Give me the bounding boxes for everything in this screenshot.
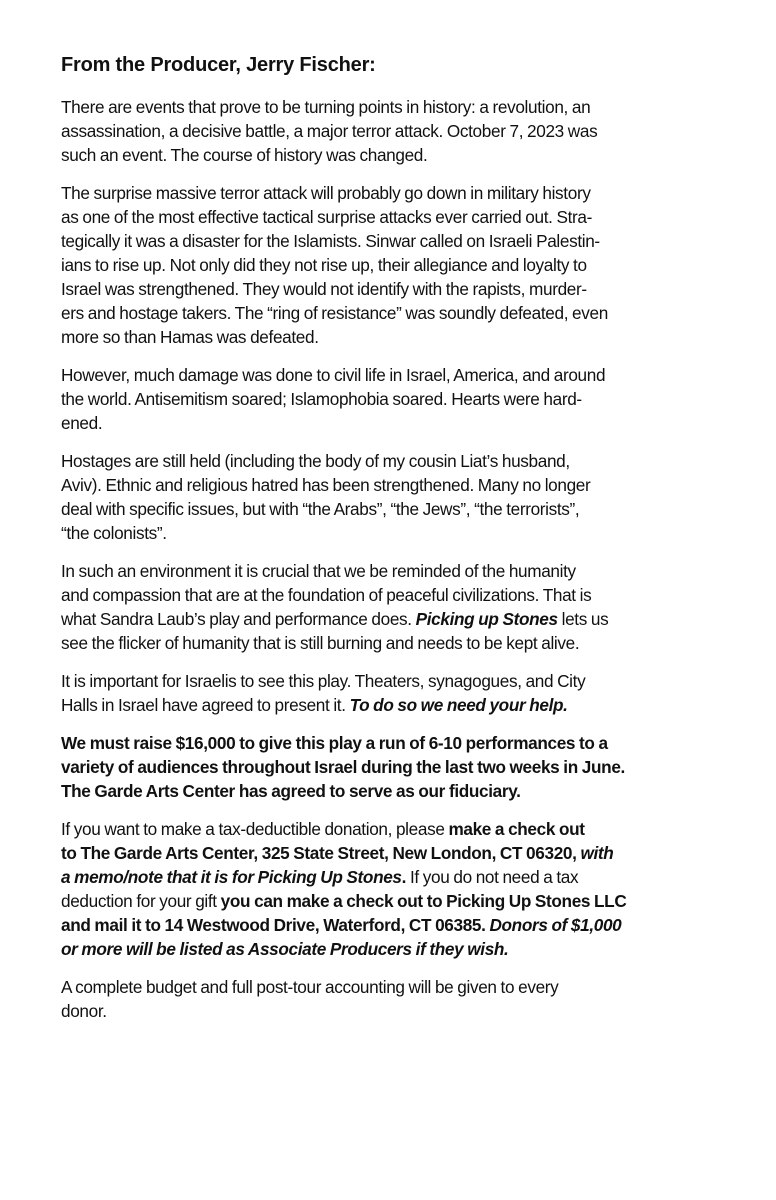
text-line: [61, 411, 731, 435]
emphasized-text-run: We must raise $16,000 to give this play a run of 6-10 performances to a: [61, 733, 608, 753]
text-run: In such an environment it is crucial that we be reminded of the humanity: [61, 561, 576, 581]
text-run: tegically it was a disaster for the Islamists. Sinwar called on Israeli Palestin-: [61, 231, 600, 251]
paragraph: [61, 669, 731, 717]
emphasized-text-run: The Garde Arts Center has agreed to serve as our fiduciary.: [61, 781, 521, 801]
text-line: [61, 631, 731, 655]
text-line: [61, 473, 731, 497]
text-line: [61, 387, 731, 411]
text-line: [61, 779, 731, 803]
text-line: [61, 559, 731, 583]
text-line: [61, 913, 731, 937]
paragraph: [61, 449, 731, 545]
text-run: Hostages are still held (including the body of my cousin Liat’s husband,: [61, 451, 570, 471]
paragraph: [61, 181, 731, 349]
text-line: [61, 277, 731, 301]
text-line: [61, 229, 731, 253]
text-run: what Sandra Laub’s play and performance does.: [61, 609, 416, 629]
text-run: Aviv). Ethnic and religious hatred has been strengthened. Many no longer: [61, 475, 591, 495]
paragraph: [61, 559, 731, 655]
text-run: There are events that prove to be turning points in history: a revolution, an: [61, 97, 591, 117]
text-line: [61, 865, 731, 889]
paragraph: [61, 817, 731, 961]
text-run: ened.: [61, 413, 103, 433]
text-line: [61, 999, 731, 1023]
emphasized-text-run: with: [580, 843, 614, 863]
text-run: A complete budget and full post-tour accounting will be given to every: [61, 977, 559, 997]
text-run: as one of the most effective tactical surprise attacks ever carried out. Stra-: [61, 207, 592, 227]
emphasized-text-run: To do so we need your help.: [349, 695, 568, 715]
text-run: lets us: [557, 609, 609, 629]
emphasized-text-run: make a check out: [448, 819, 585, 839]
text-line: [61, 583, 731, 607]
text-line: [61, 607, 731, 631]
text-run: ers and hostage takers. The “ring of resistance” was soundly defeated, even: [61, 303, 608, 323]
emphasized-text-run: you can make a check out to Picking Up Stones LLC: [220, 891, 627, 911]
text-line: [61, 95, 731, 119]
paragraph: [61, 731, 731, 803]
text-run: Israel was strengthened. They would not identify with the rapists, murder-: [61, 279, 587, 299]
text-line: [61, 841, 731, 865]
text-line: [61, 325, 731, 349]
text-run: such an event. The course of history was changed.: [61, 145, 428, 165]
text-run: ians to rise up. Not only did they not rise up, their allegiance and loyalty to: [61, 255, 587, 275]
text-line: [61, 119, 731, 143]
text-line: [61, 731, 731, 755]
text-run: assassination, a decisive battle, a major terror attack. October 7, 2023 was: [61, 121, 598, 141]
text-line: [61, 449, 731, 473]
text-line: [61, 253, 731, 277]
text-line: [61, 693, 731, 717]
text-run: see the flicker of humanity that is still burning and needs to be kept alive.: [61, 633, 580, 653]
text-run: The surprise massive terror attack will probably go down in military history: [61, 183, 591, 203]
text-run: Halls in Israel have agreed to present it.: [61, 695, 350, 715]
text-run: the world. Antisemitism soared; Islamophobia soared. Hearts were hard-: [61, 389, 582, 409]
text-run: It is important for Israelis to see this play. Theaters, synagogues, and City: [61, 671, 586, 691]
emphasized-text-run: Picking up Stones: [415, 609, 558, 629]
document-body: [61, 95, 731, 1023]
text-run: However, much damage was done to civil life in Israel, America, and around: [61, 365, 606, 385]
text-line: [61, 817, 731, 841]
text-line: [61, 143, 731, 167]
paragraph: [61, 95, 731, 167]
text-line: [61, 497, 731, 521]
document-heading: From the Producer, Jerry Fischer:: [61, 54, 376, 76]
text-run: If you do not need a tax: [406, 867, 579, 887]
text-line: [61, 521, 731, 545]
paragraph: [61, 975, 731, 1023]
emphasized-text-run: or more will be listed as Associate Producers if they wish.: [61, 939, 509, 959]
emphasized-text-run: variety of audiences throughout Israel during the last two weeks in June.: [61, 757, 625, 777]
paragraph: [61, 363, 731, 435]
emphasized-text-run: to The Garde Arts Center, 325 State Street, New London, CT 06320,: [61, 843, 581, 863]
text-run: If you want to make a tax-deductible donation, please: [61, 819, 449, 839]
text-line: [61, 755, 731, 779]
text-line: [61, 937, 731, 961]
text-run: deal with specific issues, but with “the Arabs”, “the Jews”, “the terrorists”,: [61, 499, 580, 519]
emphasized-text-run: a memo/note that it is for Picking Up Stones: [61, 867, 402, 887]
emphasized-text-run: .: [401, 867, 407, 887]
text-line: [61, 363, 731, 387]
document-page: [61, 52, 731, 1037]
emphasized-text-run: and mail it to 14 Westwood Drive, Waterford, CT 06385.: [61, 915, 490, 935]
text-run: more so than Hamas was defeated.: [61, 327, 319, 347]
text-run: donor.: [61, 1001, 107, 1021]
emphasized-text-run: Donors of $1,000: [489, 915, 622, 935]
text-run: “the colonists”.: [61, 523, 167, 543]
text-line: [61, 669, 731, 693]
text-line: [61, 301, 731, 325]
text-line: [61, 181, 731, 205]
text-line: [61, 889, 731, 913]
text-run: and compassion that are at the foundation of peaceful civilizations. That is: [61, 585, 592, 605]
text-line: [61, 205, 731, 229]
text-run: deduction for your gift: [61, 891, 221, 911]
text-line: [61, 975, 731, 999]
